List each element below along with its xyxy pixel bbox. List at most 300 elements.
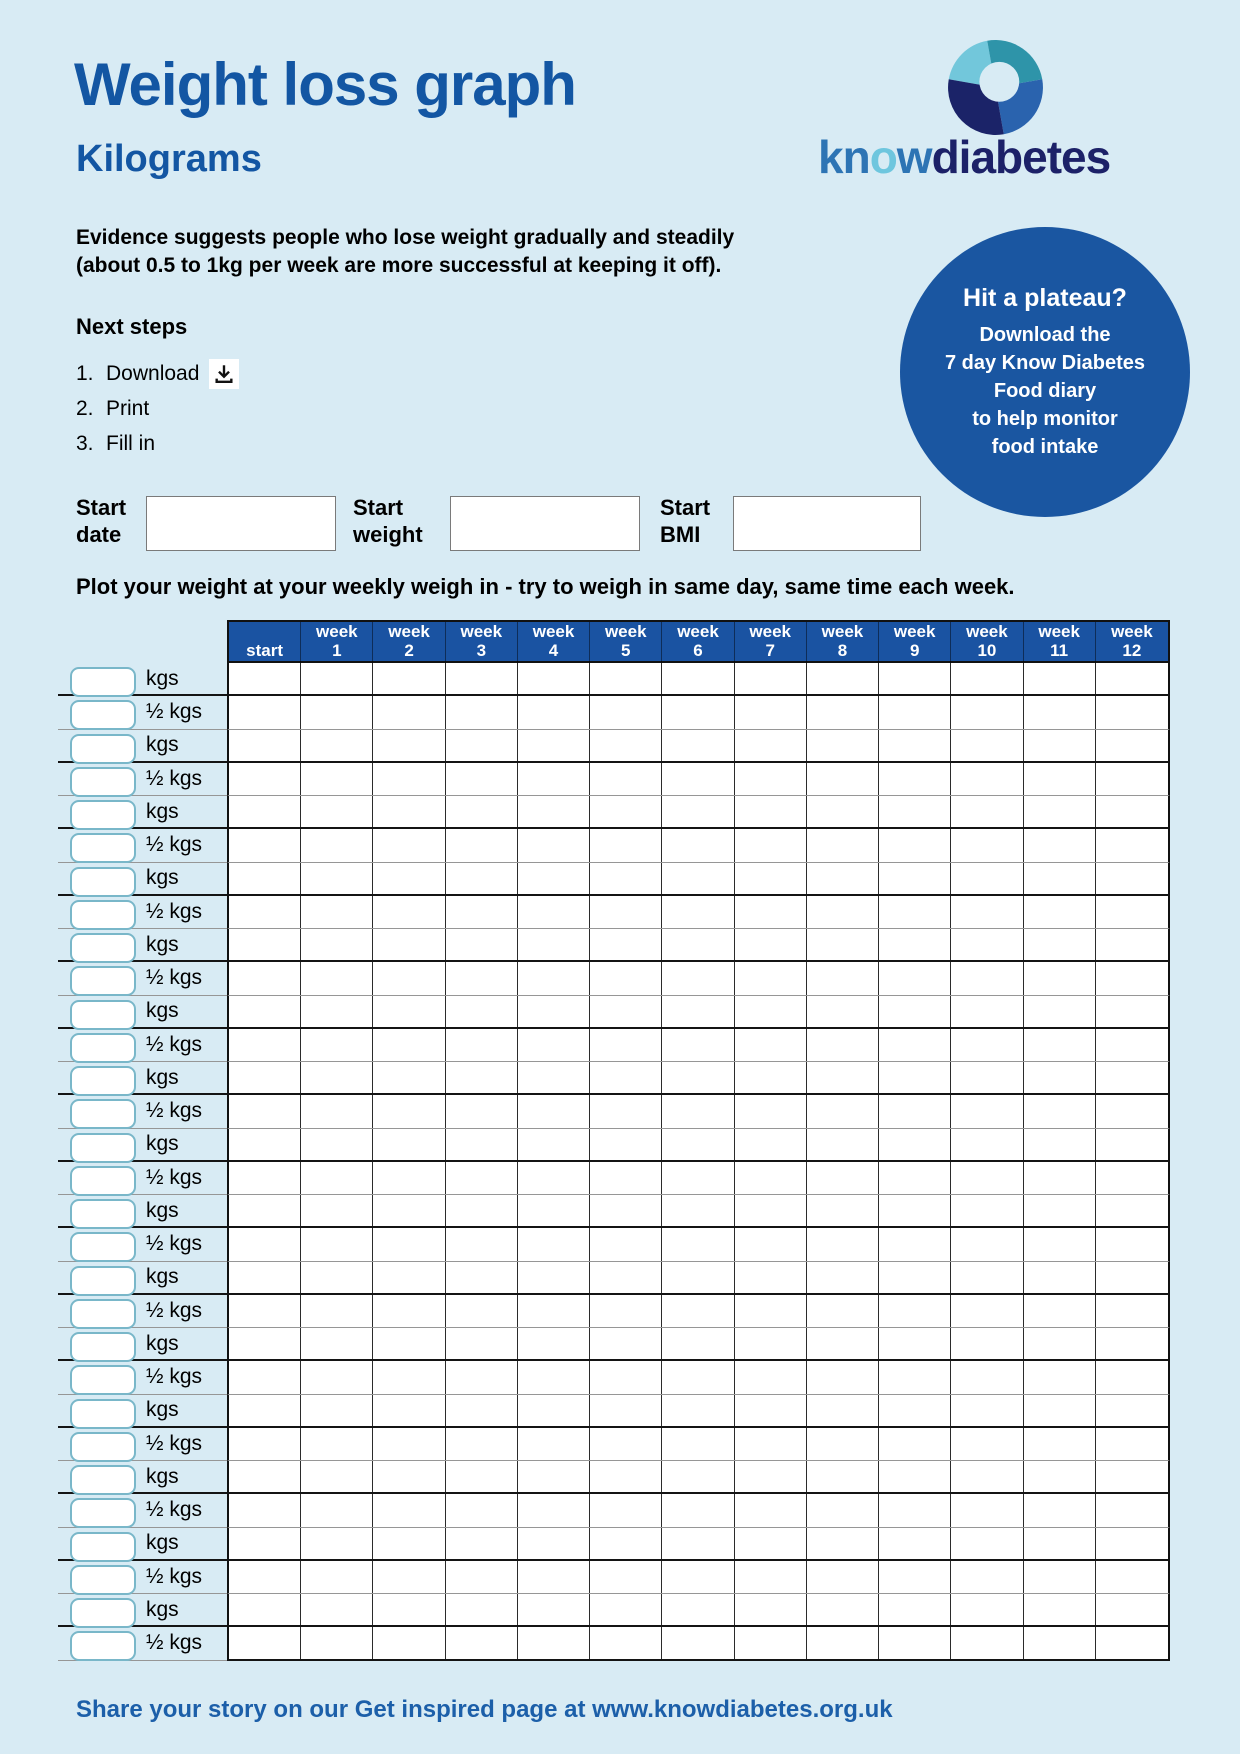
grid-cell <box>735 1361 807 1393</box>
weight-value-input[interactable] <box>70 800 136 830</box>
plot-instruction: Plot your weight at your weekly weigh in - try to weigh in same day, same time each week. <box>76 574 1015 599</box>
weight-value-input[interactable] <box>70 867 136 897</box>
grid-cell <box>879 1494 951 1526</box>
grid-cell <box>301 1328 373 1359</box>
scale-unit-label: ½ kgs <box>146 1298 203 1322</box>
scale-unit-label: ½ kgs <box>146 833 203 857</box>
grid-cell <box>301 1228 373 1260</box>
grid-cell <box>807 1228 879 1260</box>
grid-cell <box>1024 796 1096 827</box>
step-number: 1. <box>76 361 94 385</box>
start-date-label <box>76 494 126 548</box>
scale-unit-label: ½ kgs <box>146 1032 203 1056</box>
scale-row <box>58 1561 227 1594</box>
scale-unit-label: ½ kgs <box>146 1431 203 1455</box>
grid-cell <box>301 696 373 728</box>
grid-cell <box>807 1494 879 1526</box>
start-weight-field[interactable] <box>450 496 640 551</box>
weight-value-input[interactable] <box>70 1631 136 1661</box>
grid-cell <box>301 1361 373 1393</box>
grid-cell <box>1024 1494 1096 1526</box>
grid-cell <box>446 1328 518 1359</box>
weight-value-input[interactable] <box>70 1598 136 1628</box>
plateau-heading: Hit a plateau? <box>963 283 1127 312</box>
grid-cell <box>662 1129 734 1160</box>
grid-cell <box>229 929 301 960</box>
grid-cell <box>229 1262 301 1293</box>
weight-value-input[interactable] <box>70 833 136 863</box>
grid-cell <box>951 1361 1023 1393</box>
grid-cell <box>590 763 662 795</box>
grid-cell <box>735 896 807 928</box>
scale-unit-label: ½ kgs <box>146 1165 203 1189</box>
scale-row <box>58 1461 227 1494</box>
grid-cell <box>518 896 590 928</box>
grid-cell <box>1024 730 1096 761</box>
grid-cell <box>662 896 734 928</box>
grid-cell <box>807 962 879 994</box>
page-subtitle: Kilograms <box>76 138 262 180</box>
grid-cell <box>373 962 445 994</box>
grid-cell <box>590 663 662 694</box>
scale-row <box>58 1095 227 1128</box>
grid-cell <box>1096 1262 1168 1293</box>
grid-cell <box>662 1494 734 1526</box>
grid-cell <box>518 1162 590 1194</box>
weight-value-input[interactable] <box>70 1365 136 1395</box>
grid-cell <box>590 1494 662 1526</box>
grid-cell <box>1096 996 1168 1027</box>
scale-unit-label: ½ kgs <box>146 1498 203 1522</box>
scale-row <box>58 1395 227 1428</box>
grid-cell <box>951 863 1023 894</box>
grid-cell <box>879 1295 951 1327</box>
grid-cell <box>301 1528 373 1559</box>
weight-value-input[interactable] <box>70 734 136 764</box>
scale-unit-label: ½ kgs <box>146 1564 203 1588</box>
grid-cell <box>807 796 879 827</box>
grid-cell <box>301 1295 373 1327</box>
grid-cell <box>1096 1561 1168 1593</box>
grid-cell <box>1024 929 1096 960</box>
weight-value-input[interactable] <box>70 1000 136 1030</box>
intro-line-2: (about 0.5 to 1kg per week are more successful at keeping it off). <box>76 254 722 277</box>
grid-cell <box>518 996 590 1027</box>
grid-cell <box>229 796 301 827</box>
grid-cell <box>1024 1062 1096 1093</box>
grid-cell <box>1024 896 1096 928</box>
weight-value-input[interactable] <box>70 1066 136 1096</box>
grid-header-week-6: week 6 <box>662 622 734 663</box>
grid-cell <box>1096 1129 1168 1160</box>
grid-cell <box>807 1528 879 1559</box>
grid-cell <box>879 696 951 728</box>
grid-cell <box>1024 829 1096 861</box>
grid-cell <box>590 796 662 827</box>
grid-cell <box>1024 1561 1096 1593</box>
scale-row <box>58 1029 227 1062</box>
grid-cell <box>879 1162 951 1194</box>
grid-cell <box>662 663 734 694</box>
grid-cell <box>1096 1295 1168 1327</box>
grid-cell <box>951 1195 1023 1226</box>
weight-value-input[interactable] <box>70 1166 136 1196</box>
grid-cell <box>301 1129 373 1160</box>
plateau-line: to help monitor <box>972 407 1118 430</box>
grid-cell <box>879 1428 951 1460</box>
grid-cell <box>735 829 807 861</box>
grid-cell <box>229 829 301 861</box>
step-label: Print <box>106 396 150 420</box>
grid-cell <box>373 1195 445 1226</box>
grid-cell <box>951 1228 1023 1260</box>
grid-cell <box>373 1029 445 1061</box>
grid-cell <box>229 1095 301 1127</box>
grid-row <box>227 1228 1170 1261</box>
scale-row <box>58 996 227 1029</box>
grid-cell <box>590 696 662 728</box>
grid-cell <box>879 796 951 827</box>
scale-unit-label: kgs <box>146 1398 179 1422</box>
step-number: 3. <box>76 431 94 455</box>
weight-value-input[interactable] <box>70 1332 136 1362</box>
grid-cell <box>229 1029 301 1061</box>
grid-cell <box>590 1461 662 1492</box>
grid-cell <box>1096 1062 1168 1093</box>
grid-cell <box>951 1095 1023 1127</box>
grid-cell <box>590 1062 662 1093</box>
grid-cell <box>518 1428 590 1460</box>
grid-cell <box>951 1627 1023 1658</box>
grid-cell <box>1096 730 1168 761</box>
plateau-line: food intake <box>991 435 1099 458</box>
logo-part-w: w <box>896 131 932 183</box>
grid-cell <box>301 829 373 861</box>
grid-cell <box>590 863 662 894</box>
label-line: date <box>76 522 122 547</box>
weight-value-input[interactable] <box>70 933 136 963</box>
grid-cell <box>735 863 807 894</box>
weight-value-input[interactable] <box>70 667 136 697</box>
grid-cell <box>951 929 1023 960</box>
grid-cell <box>662 1328 734 1359</box>
scale-row <box>58 962 227 995</box>
grid-cell <box>590 929 662 960</box>
grid-cell <box>951 1262 1023 1293</box>
scale-unit-label: kgs <box>146 1464 179 1488</box>
grid-cell <box>735 1528 807 1559</box>
grid-cell <box>590 1561 662 1593</box>
weight-value-input[interactable] <box>70 1532 136 1562</box>
grid-cell <box>1096 929 1168 960</box>
grid-cell <box>373 763 445 795</box>
grid-row <box>227 1428 1170 1461</box>
weight-scale-rail <box>58 663 227 1661</box>
grid-cell <box>229 1461 301 1492</box>
grid-row <box>227 863 1170 896</box>
grid-cell <box>951 696 1023 728</box>
scale-row <box>58 663 227 696</box>
grid-row <box>227 1262 1170 1295</box>
scale-unit-label: ½ kgs <box>146 899 203 923</box>
label-line: Start <box>660 495 711 520</box>
weight-value-input[interactable] <box>70 1565 136 1595</box>
grid-cell <box>446 996 518 1027</box>
grid-cell <box>951 1428 1023 1460</box>
grid-cell <box>1096 663 1168 694</box>
scale-row <box>58 1594 227 1627</box>
grid-cell <box>662 696 734 728</box>
weight-value-input[interactable] <box>70 1399 136 1429</box>
grid-cell <box>373 1328 445 1359</box>
grid-cell <box>735 1095 807 1127</box>
weight-value-input[interactable] <box>70 900 136 930</box>
grid-cell <box>373 1395 445 1426</box>
weight-value-input[interactable] <box>70 767 136 797</box>
weight-value-input[interactable] <box>70 966 136 996</box>
grid-cell <box>590 1029 662 1061</box>
scale-row <box>58 1129 227 1162</box>
grid-cell <box>518 863 590 894</box>
grid-cell <box>446 1029 518 1061</box>
grid-cell <box>807 1395 879 1426</box>
grid-cell <box>518 1361 590 1393</box>
grid-cell <box>951 1062 1023 1093</box>
grid-cell <box>662 863 734 894</box>
grid-cell <box>735 1062 807 1093</box>
weight-value-input[interactable] <box>70 700 136 730</box>
grid-cell <box>735 996 807 1027</box>
grid-cell <box>662 1561 734 1593</box>
scale-row <box>58 696 227 729</box>
grid-cell <box>951 1528 1023 1559</box>
grid-cell <box>735 663 807 694</box>
knowdiabetes-swirl-icon <box>948 40 1043 135</box>
grid-header-row <box>227 620 1170 663</box>
grid-cell <box>229 763 301 795</box>
scale-row <box>58 1428 227 1461</box>
grid-cell <box>301 730 373 761</box>
grid-cell <box>807 1361 879 1393</box>
grid-cell <box>879 1029 951 1061</box>
grid-cell <box>662 1095 734 1127</box>
grid-row <box>227 896 1170 929</box>
grid-cell <box>735 1195 807 1226</box>
step-number: 2. <box>76 396 94 420</box>
grid-cell <box>807 1461 879 1492</box>
grid-cell <box>518 1528 590 1559</box>
grid-cell <box>301 1029 373 1061</box>
grid-cell <box>662 1295 734 1327</box>
grid-cell <box>518 1129 590 1160</box>
grid-cell <box>735 1029 807 1061</box>
weight-value-input[interactable] <box>70 1033 136 1063</box>
grid-row <box>227 696 1170 729</box>
grid-row <box>227 1129 1170 1162</box>
grid-cell <box>518 1295 590 1327</box>
weight-value-input[interactable] <box>70 1099 136 1129</box>
grid-cell <box>662 996 734 1027</box>
grid-cell <box>807 1561 879 1593</box>
grid-cell <box>951 1295 1023 1327</box>
footer-share-link[interactable]: Share your story on our Get inspired page at www.knowdiabetes.org.uk <box>76 1696 893 1723</box>
grid-cell <box>373 1062 445 1093</box>
start-bmi-field[interactable] <box>733 496 921 551</box>
weight-value-input[interactable] <box>70 1498 136 1528</box>
grid-cell <box>590 1361 662 1393</box>
grid-cell <box>662 796 734 827</box>
grid-cell <box>301 1627 373 1658</box>
grid-cell <box>951 663 1023 694</box>
grid-header-week-10: week 10 <box>951 622 1023 663</box>
grid-cell <box>446 1561 518 1593</box>
scale-unit-label: ½ kgs <box>146 766 203 790</box>
grid-header-start: start <box>229 622 301 663</box>
grid-row <box>227 663 1170 696</box>
grid-cell <box>735 1129 807 1160</box>
grid-cell <box>229 863 301 894</box>
label-line: Start <box>76 495 127 520</box>
next-steps-list <box>76 356 239 461</box>
grid-cell <box>807 1195 879 1226</box>
weight-value-input[interactable] <box>70 1432 136 1462</box>
grid-cell <box>301 1428 373 1460</box>
grid-cell <box>662 1361 734 1393</box>
grid-cell <box>373 896 445 928</box>
grid-cell <box>590 1528 662 1559</box>
grid-cell <box>373 1528 445 1559</box>
scale-unit-label: ½ kgs <box>146 966 203 990</box>
grid-cell <box>1096 1494 1168 1526</box>
grid-cell <box>807 1129 879 1160</box>
grid-cell <box>662 962 734 994</box>
weight-value-input[interactable] <box>70 1266 136 1296</box>
grid-cell <box>301 763 373 795</box>
grid-cell <box>1096 1095 1168 1127</box>
grid-cell <box>879 1361 951 1393</box>
grid-cell <box>301 663 373 694</box>
grid-cell <box>446 796 518 827</box>
grid-cell <box>879 1328 951 1359</box>
scale-row <box>58 730 227 763</box>
grid-cell <box>1024 1095 1096 1127</box>
grid-cell <box>590 962 662 994</box>
grid-cell <box>807 730 879 761</box>
grid-row <box>227 829 1170 862</box>
grid-cell <box>662 929 734 960</box>
scale-row <box>58 1494 227 1527</box>
grid-cell <box>1096 1162 1168 1194</box>
grid-cell <box>446 1594 518 1625</box>
grid-cell <box>373 1095 445 1127</box>
grid-cell <box>807 863 879 894</box>
grid-cell <box>735 1561 807 1593</box>
grid-cell <box>807 1262 879 1293</box>
scale-row <box>58 829 227 862</box>
grid-cell <box>951 763 1023 795</box>
weight-value-input[interactable] <box>70 1133 136 1163</box>
grid-header-week-5: week 5 <box>590 622 662 663</box>
grid-row <box>227 929 1170 962</box>
grid-cell <box>301 1594 373 1625</box>
grid-cell <box>1024 663 1096 694</box>
plateau-callout-circle <box>900 227 1190 517</box>
scale-unit-label: kgs <box>146 666 179 690</box>
download-icon[interactable] <box>209 359 239 389</box>
grid-cell <box>1096 763 1168 795</box>
scale-row <box>58 1062 227 1095</box>
grid-row <box>227 1062 1170 1095</box>
grid-cell <box>1024 763 1096 795</box>
grid-cell <box>735 1328 807 1359</box>
grid-cell <box>518 1627 590 1658</box>
grid-cell <box>735 1228 807 1260</box>
weight-value-input[interactable] <box>70 1199 136 1229</box>
plateau-line: Download the <box>979 323 1111 346</box>
grid-cell <box>879 663 951 694</box>
grid-cell <box>229 1428 301 1460</box>
weight-value-input[interactable] <box>70 1465 136 1495</box>
grid-cell <box>1024 1594 1096 1625</box>
grid-cell <box>879 763 951 795</box>
grid-cell <box>373 1594 445 1625</box>
grid-cell <box>1024 1395 1096 1426</box>
grid-cell <box>1096 1395 1168 1426</box>
step-download <box>76 356 239 391</box>
grid-cell <box>807 1062 879 1093</box>
grid-cell <box>301 796 373 827</box>
grid-row <box>227 1627 1170 1660</box>
grid-cell <box>879 1195 951 1226</box>
grid-row <box>227 1494 1170 1527</box>
grid-row <box>227 1029 1170 1062</box>
grid-cell <box>373 796 445 827</box>
grid-cell <box>807 763 879 795</box>
grid-cell <box>1024 1328 1096 1359</box>
grid-cell <box>301 1062 373 1093</box>
grid-row <box>227 996 1170 1029</box>
grid-cell <box>951 962 1023 994</box>
grid-cell <box>735 1494 807 1526</box>
scale-unit-label: kgs <box>146 1065 179 1089</box>
grid-cell <box>951 996 1023 1027</box>
grid-cell <box>518 763 590 795</box>
grid-cell <box>735 962 807 994</box>
intro-text <box>76 224 856 280</box>
grid-cell <box>373 663 445 694</box>
grid-cell <box>590 1328 662 1359</box>
grid-cell <box>1096 1328 1168 1359</box>
grid-cell <box>807 929 879 960</box>
grid-cell <box>229 1561 301 1593</box>
grid-cell <box>1024 1361 1096 1393</box>
grid-cell <box>373 1561 445 1593</box>
logo-part-o: o <box>869 131 897 183</box>
grid-cell <box>1096 1461 1168 1492</box>
grid-cell <box>807 1594 879 1625</box>
start-date-field[interactable] <box>146 496 336 551</box>
grid-cell <box>229 896 301 928</box>
logo-part-kn: kn <box>818 131 870 183</box>
grid-cell <box>662 1395 734 1426</box>
grid-cell <box>879 962 951 994</box>
grid-cell <box>1096 1361 1168 1393</box>
scale-row <box>58 1228 227 1261</box>
weight-value-input[interactable] <box>70 1299 136 1329</box>
grid-cell <box>301 1494 373 1526</box>
grid-cell <box>446 1262 518 1293</box>
weight-value-input[interactable] <box>70 1232 136 1262</box>
